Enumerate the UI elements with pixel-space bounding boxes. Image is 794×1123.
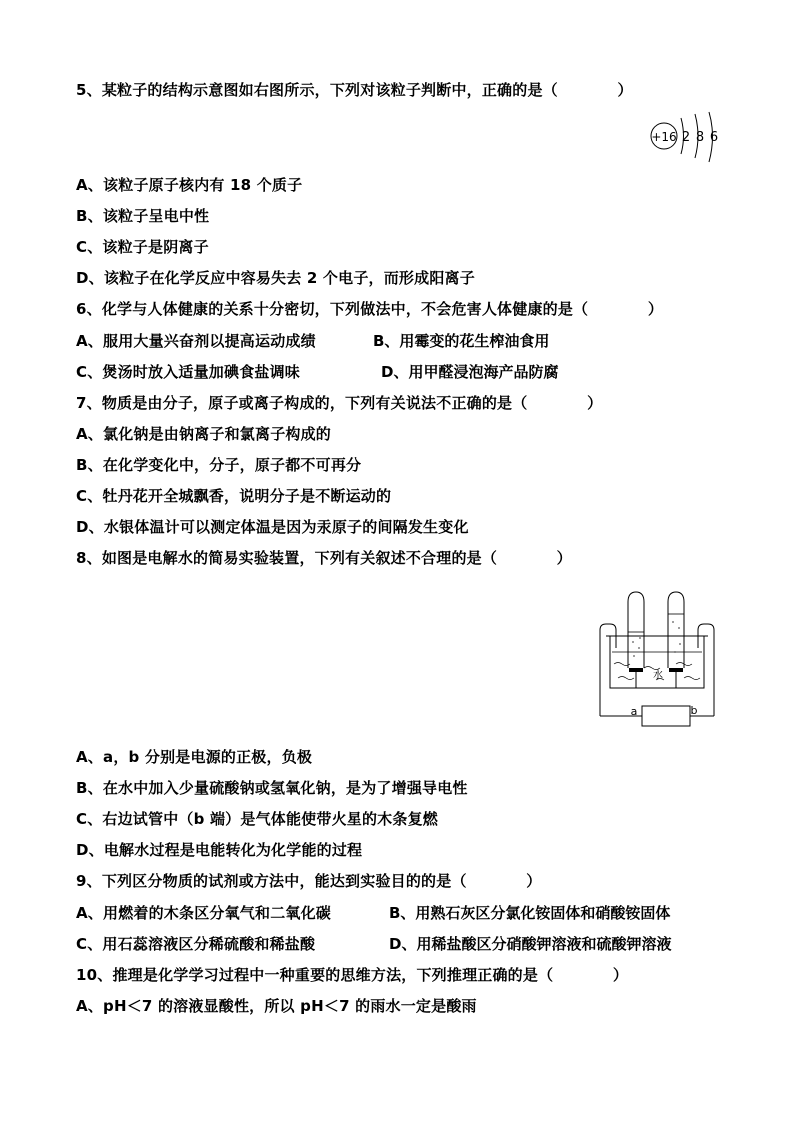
terminal-b-label: b	[690, 704, 698, 717]
q6-stem: 6、化学与人体健康的关系十分密切，下列做法中，不会危害人体健康的是（ ）	[76, 300, 664, 318]
q7-stem: 7、物质是由分子，原子或离子构成的，下列有关说法不正确的是（ ）	[76, 394, 603, 412]
q7-option-d: D、水银体温计可以测定体温是因为汞原子的间隔发生变化	[76, 518, 469, 536]
q9-option-c: C、用石蕊溶液区分稀硫酸和稀盐酸	[76, 935, 316, 953]
q6-option-c: C、煲汤时放入适量加碘食盐调味	[76, 363, 301, 381]
q8-stem: 8、如图是电解水的简易实验装置，下列有关叙述不合理的是（ ）	[76, 549, 572, 567]
q10-stem: 10、推理是化学学习过程中一种重要的思维方法，下列推理正确的是（ ）	[76, 966, 629, 984]
q10-option-a: A、pH＜7 的溶液显酸性，所以 pH＜7 的雨水一定是酸雨	[76, 997, 477, 1015]
q8-option-d: D、电解水过程是电能转化为化学能的过程	[76, 841, 363, 859]
q5-stem: 5、某粒子的结构示意图如右图所示，下列对该粒子判断中，正确的是（ ）	[76, 81, 633, 99]
q7-option-a: A、氯化钠是由钠离子和氯离子构成的	[76, 425, 332, 443]
shell-1-count: 2	[681, 130, 691, 145]
q6-option-b: B、用霉变的花生榨油食用	[373, 332, 550, 350]
terminal-a-label: a	[630, 705, 638, 718]
atomic-structure-diagram	[645, 110, 725, 166]
q6-option-a: A、服用大量兴奋剂以提高运动成绩	[76, 332, 316, 350]
electrolysis-apparatus-diagram	[596, 588, 718, 728]
q8-option-c: C、右边试管中（b 端）是气体能使带火星的木条复燃	[76, 810, 438, 828]
q5-option-c: C、该粒子是阴离子	[76, 238, 209, 256]
nucleus-charge: +16	[651, 130, 677, 144]
q8-option-a: A、a，b 分别是电源的正极，负极	[76, 748, 313, 766]
water-label: 水	[653, 670, 663, 681]
q7-option-b: B、在化学变化中，分子，原子都不可再分	[76, 456, 362, 474]
q6-option-d: D、用甲醛浸泡海产品防腐	[381, 363, 559, 381]
q8-option-b: B、在水中加入少量硫酸钠或氢氧化钠，是为了增强导电性	[76, 779, 468, 797]
q9-option-d: D、用稀盐酸区分硝酸钾溶液和硫酸钾溶液	[389, 935, 672, 953]
shell-3-count: 6	[709, 130, 719, 145]
q9-option-b: B、用熟石灰区分氯化铵固体和硝酸铵固体	[389, 904, 671, 922]
q5-option-d: D、该粒子在化学反应中容易失去 2 个电子，而形成阳离子	[76, 269, 475, 287]
q9-stem: 9、下列区分物质的试剂或方法中，能达到实验目的的是（ ）	[76, 872, 542, 890]
q5-option-a: A、该粒子原子核内有 18 个质子	[76, 176, 303, 194]
shell-2-count: 8	[695, 130, 705, 145]
q7-option-c: C、牡丹花开全城飘香，说明分子是不断运动的	[76, 487, 392, 505]
q9-option-a: A、用燃着的木条区分氧气和二氧化碳	[76, 904, 332, 922]
q5-option-b: B、该粒子呈电中性	[76, 207, 210, 225]
